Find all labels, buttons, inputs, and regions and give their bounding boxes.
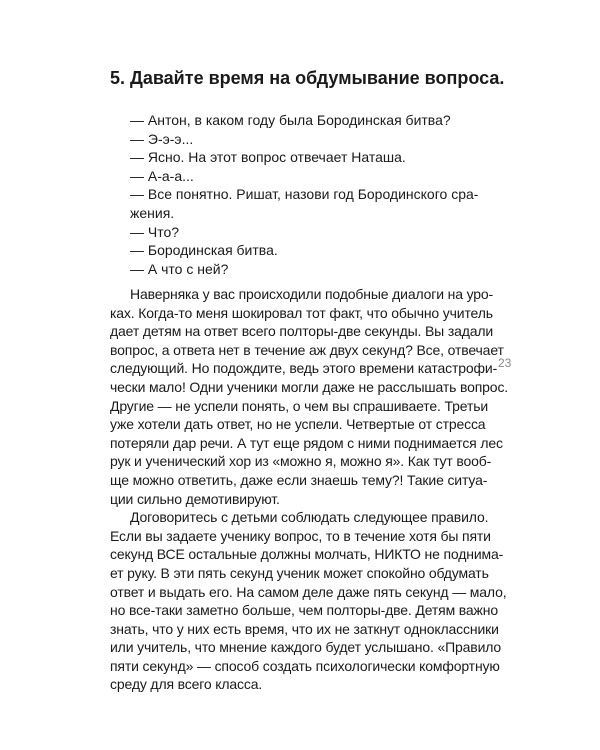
dialogue-line: — Все понятно. Ришат, назови год Бородинского сра- bbox=[130, 186, 479, 203]
text-line: Договоритесь с детьми соблюдать следующее правило. bbox=[130, 509, 489, 526]
text-line: ках. Когда-то меня шокировал тот факт, что обычно учитель bbox=[110, 304, 493, 321]
dialogue-line: — А-а-а... bbox=[130, 167, 194, 184]
dialogue-line: — Антон, в каком году была Бородинская битва? bbox=[130, 112, 451, 128]
dialogue-line: — А что с ней? bbox=[130, 260, 229, 277]
text-line: потеряли дар речи. А тут еще рядом с ними поднимается лес bbox=[110, 434, 503, 451]
text-line: среду для всего класса. bbox=[110, 676, 263, 693]
text-line: ет руку. В эти пять секунд ученик может спокойно обдумать bbox=[110, 564, 489, 581]
text-line: ответ и выдать его. На самом деле даже пять секунд — мало, bbox=[110, 583, 507, 600]
text-line: уже хотели дать ответ, но не успели. Четвертые от стресса bbox=[110, 416, 486, 433]
text-line: рук и ученический хор из «можно я, можно я». Как тут вооб- bbox=[110, 453, 492, 470]
text-line: вопрос, а ответа нет в течение аж двух секунд? Все, отвечает bbox=[110, 341, 504, 358]
text-line: Другие — не успели понять, о чем вы спрашиваете. Третьи bbox=[110, 397, 489, 414]
text-line: пяти секунд» — способ создать психологически комфортную bbox=[110, 657, 500, 674]
text-line: дает детям на ответ всего полторы-две секунды. Вы задали bbox=[110, 323, 494, 340]
text-line: чески мало! Одни ученики могли даже не расслышать вопрос. bbox=[110, 378, 509, 395]
text-line: ции сильно демотивируют. bbox=[110, 490, 280, 507]
text-line: или учитель, что мнение каждого будет услышано. «Правило bbox=[110, 639, 502, 656]
text-line: Если вы задаете ученику вопрос, то в течение хотя бы пяти bbox=[110, 527, 491, 544]
page-number: 23 bbox=[498, 356, 512, 370]
text-line: секунд ВСЕ остальные должны молчать, НИКТО не поднима- bbox=[110, 546, 504, 563]
dialogue-line: — Что? bbox=[130, 223, 180, 240]
dialogue-line: — Ясно. На этот вопрос отвечает Наташа. bbox=[130, 149, 406, 166]
dialogue-line: — Э-э-э... bbox=[130, 130, 194, 147]
dialogue-line: жения. bbox=[130, 204, 175, 221]
text-line: но все-таки заметно больше, чем полторы-две. Детям важно bbox=[110, 602, 498, 619]
text-line: Наверняка у вас происходили подобные диалоги на уро- bbox=[130, 286, 494, 302]
paragraph-2 bbox=[110, 508, 507, 694]
text-line: следующий. Но подождите, ведь этого времени катастрофи- bbox=[110, 360, 498, 377]
dialogue-line: — Бородинская битва. bbox=[130, 242, 278, 259]
text-line: знать, что у них есть время, что их не заткнут одноклассники bbox=[110, 620, 499, 637]
section-heading: 5. Давайте время на обдумывание вопроса. bbox=[110, 68, 505, 88]
dialogue-block bbox=[130, 111, 490, 278]
text-line: ще можно ответить, даже если знаешь тему?! Такие ситуа- bbox=[110, 471, 488, 488]
